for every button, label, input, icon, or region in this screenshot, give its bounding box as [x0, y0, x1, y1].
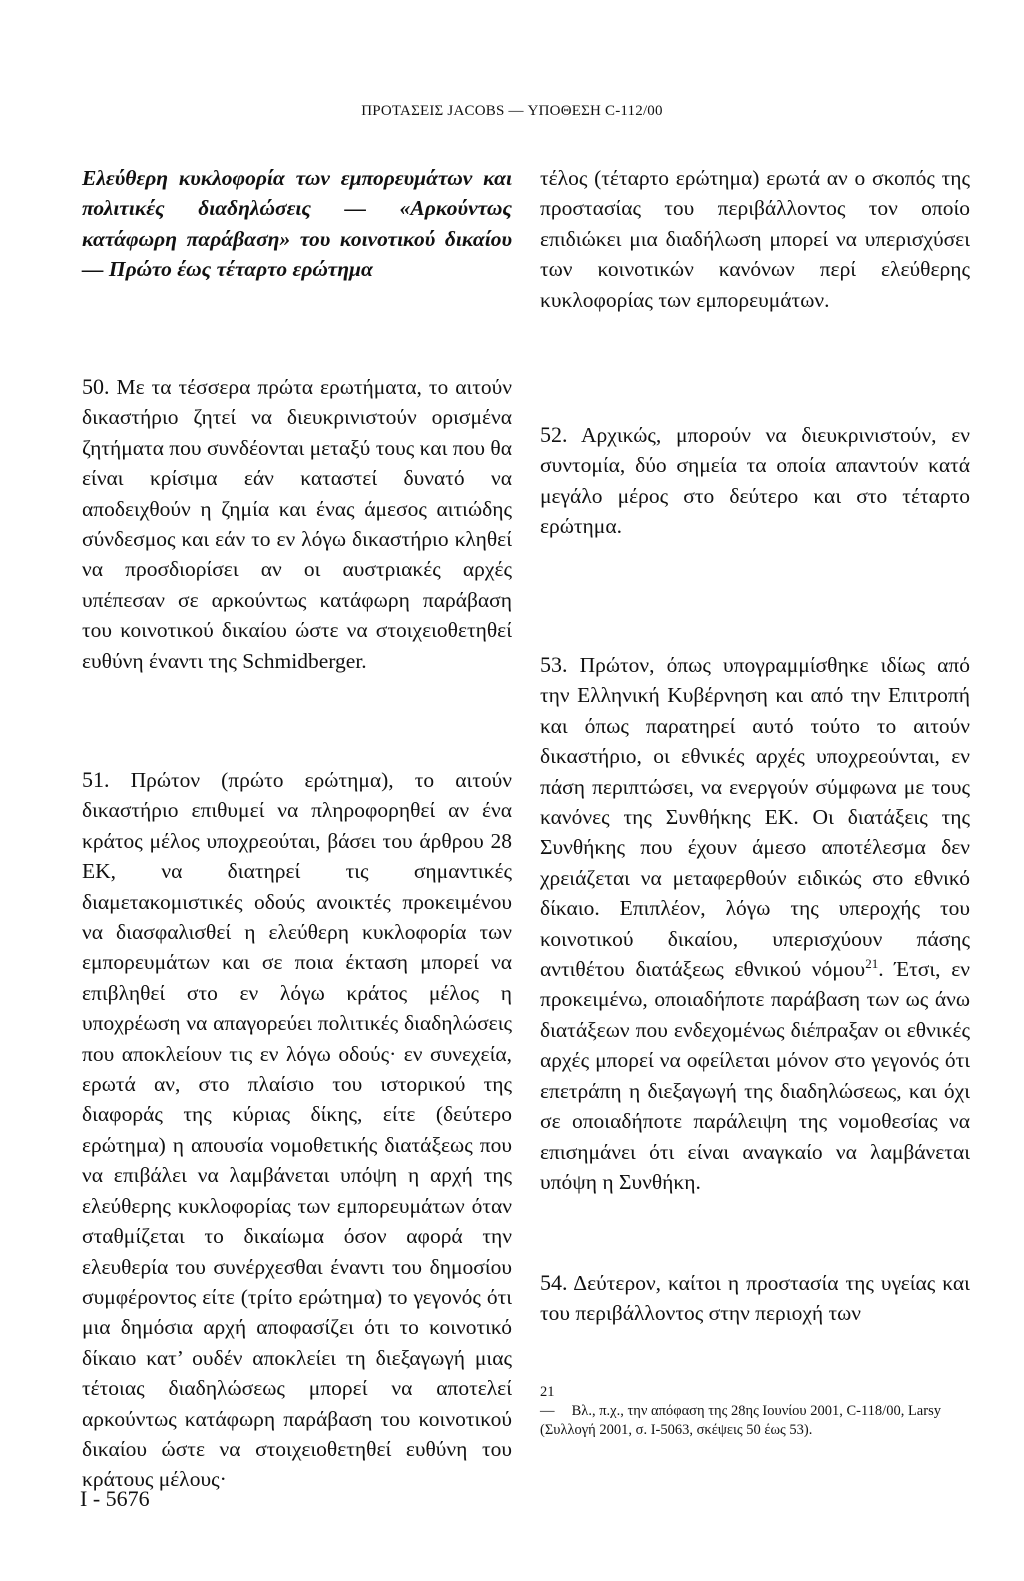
page-number: I - 5676: [80, 1486, 150, 1511]
paragraph-53: [540, 650, 970, 1197]
paragraph-50: [82, 372, 512, 676]
section-heading-text: Ελεύθερη κυκλοφορία των εμπορευμάτων και πολιτικές διαδηλώσεις — «Αρκούντως κατάφωρη παράβαση» του κοινοτικού δικαίου — Πρώτο έως τέταρτο ερώτημα: [82, 166, 512, 282]
footnote: [540, 1383, 980, 1440]
footnote-reference[interactable]: 21: [865, 955, 879, 971]
continuation-paragraph: [540, 163, 970, 315]
footnote-text: Βλ., π.χ., την απόφαση της 28ης Ιουνίου 2001, C-118/00, Larsy (Συλλογή 2001, σ. I-5063, σκέψεις 50 έως 53).: [540, 1403, 941, 1438]
paragraph-text: Πρώτον (πρώτο ερώτημα), το αιτούν δικαστήριο επιθυμεί να πληροφορηθεί αν ένα κράτος μέλος υποχρεούται, βάσει του άρθρου 28 ΕΚ, να διατηρεί τις σημαντικές διαμετακομιστικές οδούς ανοικτές προκειμένου να διασφαλισθεί η ελεύθερη κυκλοφορία των εμπορευμάτων και σε ποια έκταση μπορεί να επιβληθεί στο εν λόγω κράτος μέλος η υποχρέωση να απαγορεύει πολιτικές διαδηλώσεις που αποκλείουν τις εν λόγω οδούς· εν συνεχεία, ερωτά αν, στο πλαίσιο του ιστορικού της διαφοράς της κύριας δίκης, είτε (δεύτερο ερώτημα) η απουσία νομοθετικής διατάξεως που να επιβάλει να λαμβάνεται υπόψη η αρχή της ελεύθερης κυκλοφορίας των εμπορευμάτων όταν σταθμίζεται το δικαίωμα όσον αφορά την ελευθερία του συνέρχεσθαι έναντι του δημοσίου συμφέροντος είτε (τρίτο ερώτημα) το γεγονός ότι μια δημόσια αρχή αποφασίζει ότι το κοινοτικό δίκαιο κατ’ ουδέν αποκλείει τη διεξαγωγή μιας τέτοιας διαδηλώσεως μπορεί να αποτελεί αρκούντως κατάφωρη παράβαση του κοινοτικού δικαίου ώστε να στοιχειοθετηθεί ευθύνη του κράτους μέλους·: [82, 768, 512, 1492]
paragraph-51: [82, 765, 512, 1495]
paragraph-number: 52.: [540, 422, 568, 447]
paragraph-text: Αρχικώς, μπορούν να διευκρινιστούν, εν συντομία, δύο σημεία τα οποία απαντούν κατά μεγάλο μέρος στο δεύτερο και στο τέταρτο ερώτημα.: [540, 423, 970, 539]
paragraph-text: Πρώτον, όπως υπογραμμίσθηκε ιδίως από την Ελληνική Κυβέρνηση και από την Επιτροπή και όπως παρατηρεί αυτό τούτο το αιτούν δικαστήριο, οι εθνικές αρχές υποχρεούνται, εν πάση περιπτώσει, να ενεργούν σύμφωνα με τους κανόνες της Συνθήκης ΕΚ. Οι διατάξεις της Συνθήκης που έχουν άμεσο αποτέλεσμα δεν χρειάζεται να μεταφερθούν ειδικώς στο εθνικό δίκαιο. Επιπλέον, λόγω της υπεροχής του κοινοτικού δικαίου, υπερισχύουν πάσης αντιθέτου διατάξεως εθνικού νόμου: [540, 653, 970, 982]
paragraph-number: 51.: [82, 767, 110, 792]
paragraph-54: [540, 1268, 970, 1329]
paragraph-text: τέλος (τέταρτο ερώτημα) ερωτά αν ο σκοπός της προστασίας του περιβάλλοντος τον οποίο επιδιώκει μια διαδήλωση μπορεί να υπερισχύσει των κοινοτικών κανόνων περί ελεύθερης κυκλοφορίας των εμπορευμάτων.: [540, 166, 970, 312]
footnote-number: 21 —: [540, 1384, 555, 1419]
paragraph-52: [540, 420, 970, 542]
running-header: ΠΡΟΤΑΣΕΙΣ JACOBS — ΥΠΟΘΕΣΗ C-112/00: [361, 103, 663, 119]
paragraph-number: 54.: [540, 1270, 568, 1295]
paragraph-text: Δεύτερον, καίτοι η προστασία της υγείας και του περιβάλλοντος στην περιοχή των: [540, 1271, 970, 1326]
paragraph-text: Με τα τέσσερα πρώτα ερωτήματα, το αιτούν δικαστήριο ζητεί να διευκρινιστούν ορισμένα ζητήματα που συνδέονται μεταξύ τους και που θα είναι κρίσιμα εάν καταστεί δυνατό να αποδειχθούν η ζημία και ένας άμεσος αιτιώδης σύνδεσμος και εάν το εν λόγω δικαστήριο κληθεί να προσδιορίσει αν οι αυστριακές αρχές υπέπεσαν σε αρκούντως κατάφωρη παράβαση του κοινοτικού δικαίου ώστε να στοιχειοθετηθεί ευθύνη έναντι της Schmidberger.: [82, 375, 512, 673]
section-heading: [82, 163, 512, 285]
paragraph-text-continued: . Έτσι, εν προκειμένω, οποιαδήποτε παράβαση των ως άνω διατάξεων που ενδεχομένως διέπραξαν οι εθνικές αρχές μπορεί να οφείλεται μόνον στο γεγονός ότι επετράπη η διεξαγωγή της διαδηλώσεως, και όχι σε οποιαδήποτε παράλειψη της νομοθεσίας να επισημάνει ότι είναι αναγκαίο να λαμβάνεται υπόψη η Συνθήκη.: [540, 957, 970, 1194]
paragraph-number: 53.: [540, 652, 568, 677]
paragraph-number: 50.: [82, 374, 110, 399]
